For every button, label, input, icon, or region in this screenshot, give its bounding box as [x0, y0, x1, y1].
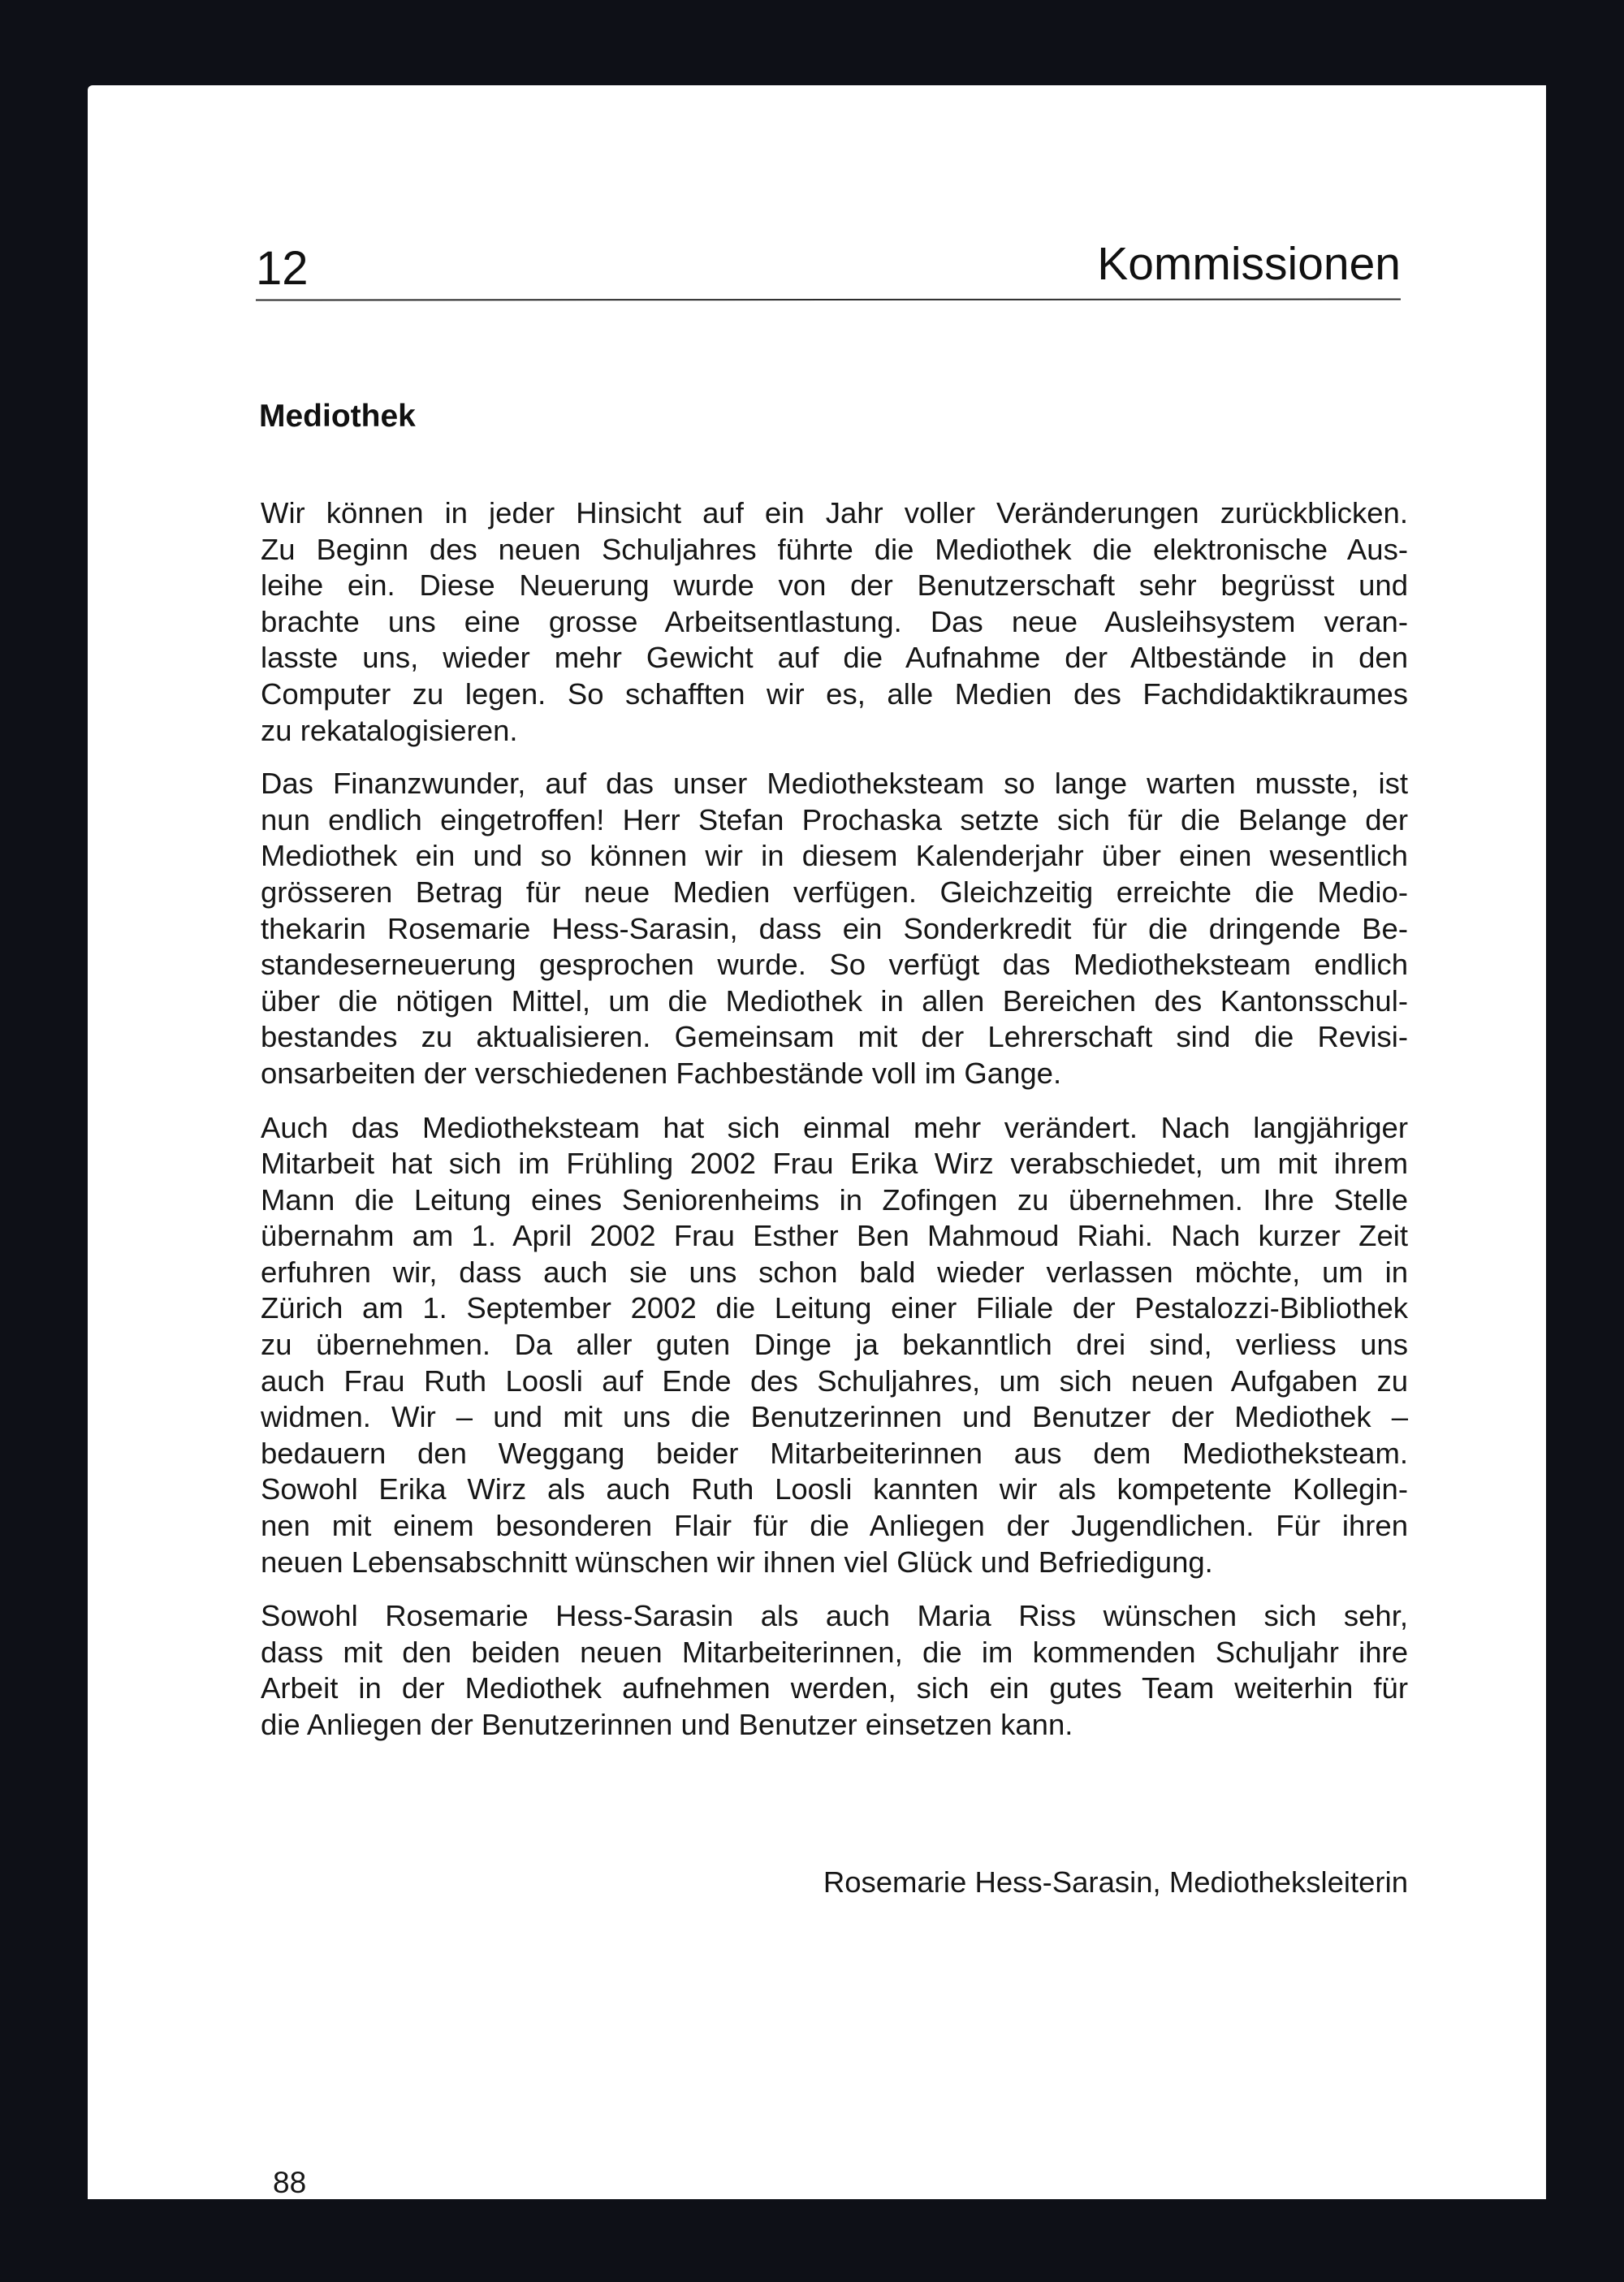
paragraph: [261, 766, 1408, 1091]
text-line: nen mit einem besonderen Flair für die Anliegen der Jugendlichen. Für ihren: [261, 1509, 1408, 1543]
header-divider: [256, 299, 1401, 301]
text-line: zu rekatalogisieren.: [261, 713, 518, 747]
text-line: grösseren Betrag für neue Medien verfügen. Gleichzeitig erreichte die Medio-: [261, 875, 1408, 909]
text-line: Zürich am 1. September 2002 die Leitung einer Filiale der Pestalozzi-Bibliothek: [261, 1291, 1408, 1325]
text-line: übernahm am 1. April 2002 Frau Esther Ben Mahmoud Riahi. Nach kurzer Zeit: [261, 1219, 1408, 1253]
text-line: Zu Beginn des neuen Schuljahres führte die Mediothek die elektronische Aus-: [261, 532, 1408, 566]
author-signature: Rosemarie Hess-Sarasin, Mediotheksleiterin: [823, 1865, 1408, 1899]
chapter-number: 12: [256, 242, 309, 295]
text-line: standeserneuerung gesprochen wurde. So verfügt das Mediotheksteam endlich: [261, 948, 1408, 982]
text-line: Mann die Leitung eines Seniorenheims in Zofingen zu übernehmen. Ihre Stelle: [261, 1182, 1408, 1217]
text-line: Arbeit in der Mediothek aufnehmen werden, sich ein gutes Team weiterhin für: [261, 1671, 1408, 1705]
text-line: Computer zu legen. So schafften wir es, alle Medien des Fachdidaktikraumes: [261, 676, 1408, 711]
page-header: [256, 236, 1401, 300]
text-line: nun endlich eingetroffen! Herr Stefan Prochaska setzte sich für die Belange der: [261, 802, 1408, 836]
paragraph: [261, 1598, 1408, 1743]
text-line: Wir können in jeder Hinsicht auf ein Jahr voller Veränderungen zurückblicken.: [261, 496, 1408, 529]
page-number: 88: [273, 2166, 307, 2199]
text-line: erfuhren wir, dass auch sie uns schon bald wieder verlassen möchte, um in: [261, 1255, 1408, 1289]
body-text: [261, 495, 1408, 1763]
text-line: Sowohl Rosemarie Hess-Sarasin als auch Maria Riss wünschen sich sehr,: [261, 1599, 1408, 1633]
text-line: dass mit den beiden neuen Mitarbeiterinnen, die im kommenden Schuljahr ihre: [261, 1635, 1408, 1669]
text-line: thekarin Rosemarie Hess-Sarasin, dass ein Sonderkredit für die dringende Be-: [261, 911, 1408, 945]
text-line: Das Finanzwunder, auf das unser Mediotheksteam so lange warten musste, ist: [261, 767, 1408, 801]
text-line: neuen Lebensabschnitt wünschen wir ihnen viel Glück und Befriedigung.: [261, 1545, 1213, 1579]
text-line: über die nötigen Mittel, um die Mediothek in allen Bereichen des Kantonsschul-: [261, 983, 1408, 1018]
paragraph: [261, 495, 1408, 749]
text-line: Mediothek ein und so können wir in diesem Kalenderjahr über einen wesentlich: [261, 839, 1408, 873]
document-page: [88, 85, 1546, 2199]
text-line: leihe ein. Diese Neuerung wurde von der Benutzerschaft sehr begrüsst und: [261, 568, 1408, 603]
text-line: die Anliegen der Benutzerinnen und Benutzer einsetzen kann.: [261, 1708, 1073, 1741]
text-line: brachte uns eine grosse Arbeitsentlastung. Das neue Ausleihsystem veran-: [261, 604, 1408, 638]
text-line: bestandes zu aktualisieren. Gemeinsam mit der Lehrerschaft sind die Revisi-: [261, 1020, 1408, 1054]
text-line: Mitarbeit hat sich im Frühling 2002 Frau Erika Wirz verabschiedet, um mit ihrem: [261, 1147, 1408, 1181]
text-line: widmen. Wir – und mit uns die Benutzerinnen und Benutzer der Mediothek –: [261, 1400, 1408, 1434]
text-line: lasste uns, wieder mehr Gewicht auf die Aufnahme der Altbestände in den: [261, 641, 1408, 675]
text-line: zu übernehmen. Da aller guten Dinge ja bekanntlich drei sind, verliess uns: [261, 1328, 1408, 1362]
section-title: Mediothek: [259, 399, 416, 434]
chapter-title: Kommissionen: [1097, 238, 1401, 290]
text-line: Auch das Mediotheksteam hat sich einmal mehr verändert. Nach langjähriger: [261, 1110, 1408, 1144]
text-line: auch Frau Ruth Loosli auf Ende des Schuljahres, um sich neuen Aufgaben zu: [261, 1364, 1408, 1398]
text-line: Sowohl Erika Wirz als auch Ruth Loosli kannten wir als kompetente Kollegin-: [261, 1472, 1408, 1506]
text-line: onsarbeiten der verschiedenen Fachbestände voll im Gange.: [261, 1056, 1062, 1090]
paragraph: [261, 1110, 1408, 1581]
text-line: bedauern den Weggang beider Mitarbeiterinnen aus dem Mediotheksteam.: [261, 1436, 1408, 1470]
